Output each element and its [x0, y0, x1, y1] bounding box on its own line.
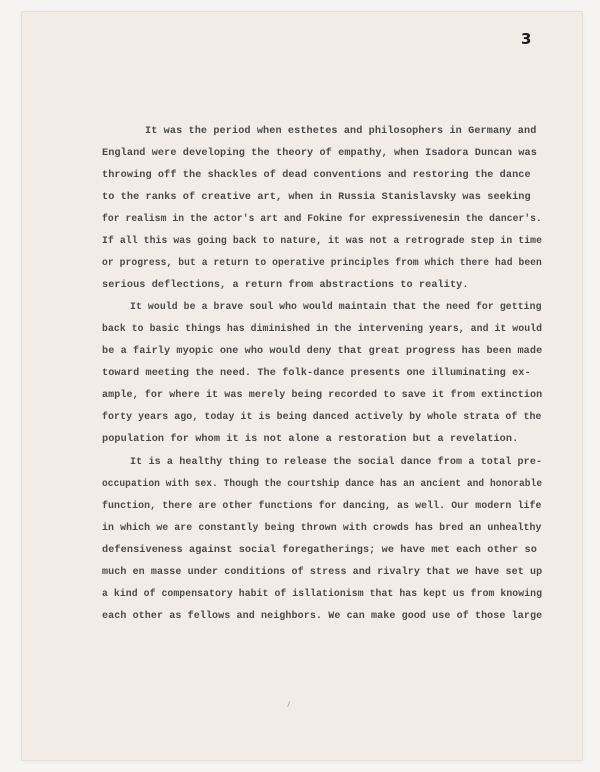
text-line: back to basic things has diminished in the intervening years, and it would [102, 324, 543, 335]
text-line: ample, for where it was merely being recorded to save it from extinction [102, 390, 543, 401]
text-line: defensiveness against social foregatherings; we have met each other so [102, 545, 537, 556]
text-line: toward meeting the need. The folk-dance presents one illuminating ex- [102, 368, 531, 379]
text-line: forty years ago, today it is being danced actively by whole strata of the [102, 412, 542, 423]
text-line: serious deflections, a return from abstractions to reality. [102, 280, 469, 291]
text-line: to the ranks of creative art, when in Russia Stanislavsky was seeking [102, 192, 531, 203]
text-line: function, there are other functions for dancing, as well. Our modern life [102, 501, 542, 512]
text-line: It is a healthy thing to release the social dance from a total pre- [130, 457, 543, 468]
page-number: 3 [521, 30, 532, 48]
text-line: population for whom it is not alone a restoration but a revelation. [102, 434, 519, 445]
text-line: be a fairly myopic one who would deny that great progress has been made [102, 346, 543, 357]
text-line: each other as fellows and neighbors. We can make good use of those large [102, 611, 543, 622]
typewritten-page [22, 12, 582, 760]
text-line: or progress, but a return to operative principles from which there had been [102, 258, 542, 269]
text-line: in which we are constantly being thrown with crowds has bred an unhealthy [102, 523, 542, 534]
text-line: England were developing the theory of empathy, when Isadora Duncan was [102, 148, 537, 159]
text-line: It would be a brave soul who would maintain that the need for getting [130, 302, 542, 313]
text-line: for realism in the actor's art and Fokine for expressivenesin the dancer's. [102, 214, 542, 225]
text-line: a kind of compensatory habit of isllationism that has kept us from knowing [102, 589, 543, 600]
text-line: much en masse under conditions of stress and rivalry that we have set up [102, 567, 543, 578]
text-line: throwing off the shackles of dead conventions and restoring the dance [102, 170, 531, 181]
text-line: If all this was going back to nature, it was not a retrograde step in time [102, 236, 543, 247]
pencil-mark [287, 701, 295, 709]
text-line: occupation with sex. Though the courtship dance has an ancient and honorable [102, 479, 543, 490]
text-line: It was the period when esthetes and philosophers in Germany and [145, 126, 537, 137]
